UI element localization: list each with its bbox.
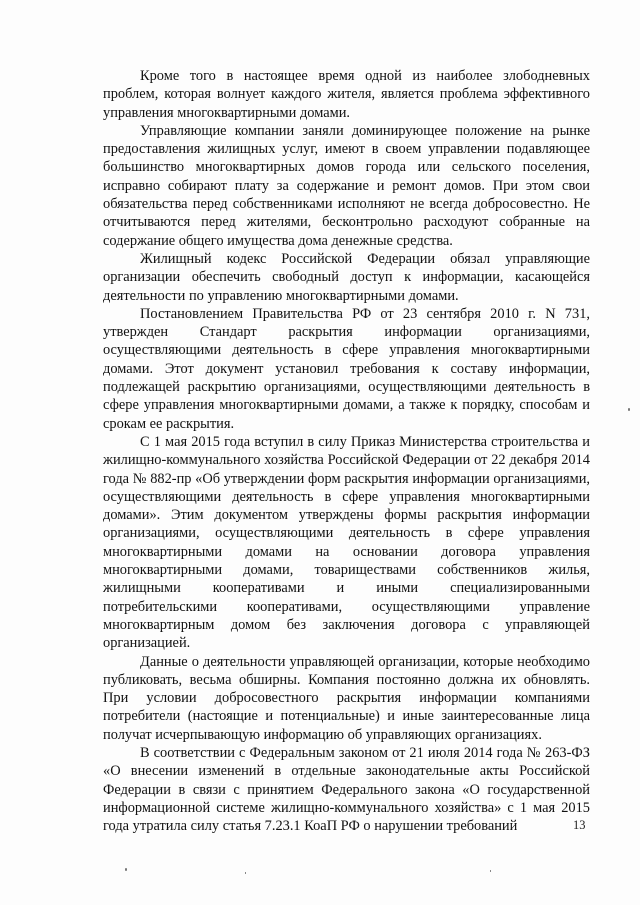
body-text — [103, 67, 590, 835]
paragraph: Жилищный кодекс Российской Федерации обязал управляющие организации обеспечить свободный доступ к информации, касающейся деятельности по управлению многоквартирными домами. — [103, 250, 590, 304]
scan-speck — [490, 870, 491, 872]
page-number: 13 — [573, 818, 586, 832]
scan-speck — [628, 408, 630, 411]
paragraph: Постановлением Правительства РФ от 23 сентября 2010 г. N 731, утвержден Стандарт раскрытия информации организациями, осуществляющими деятельность в сфере управления многоквартирными домами. Этот документ установил требования к составу информации, подлежащей раскрытию организациями, осуществляющими деятельность в сфере управления многоквартирными домами, а также к порядку, способам и срокам ее раскрытия. — [103, 305, 590, 432]
paragraph: С 1 мая 2015 года вступил в силу Приказ Министерства строительства и жилищно-коммунального хозяйства Российской Федерации от 22 декабря 2014 года № 882-пр «Об утверждении форм раскрытия информации организациями, осуществляющими деятельность в сфере управления многоквартирными домами». Этим документом утверждены формы раскрытия информации организациями, осуществляющими деятельность в сфере управления многоквартирными домами на основании договора управления многоквартирными домами, товариществами собственников жилья, жилищными кооперативами и иными специализированными потребительскими кооперативами, осуществляющими управление многоквартирным домом без заключения договора с управляющей организацией. — [103, 433, 590, 652]
scan-speck — [125, 868, 127, 871]
scan-speck — [245, 872, 246, 874]
paragraph: В соответствии с Федеральным законом от 21 июля 2014 года № 263-ФЗ «О внесении изменений в отдельные законодательные акты Российской Федерации в связи с принятием Федерального закона «О государственной информационной системе жилищно-коммунального хозяйства» с 1 мая 2015 года утратила силу статья 7.23.1 КоаП РФ о нарушении требований — [103, 744, 590, 835]
paragraph: Управляющие компании заняли доминирующее положение на рынке предоставления жилищных услуг, имеют в своем управлении подавляющее большинство многоквартирных домов города или сельского поселения, исправно собирают плату за содержание и ремонт домов. При этом свои обязательства перед собственниками исполняют не всегда добросовестно. Не отчитываются перед жителями, бесконтрольно расходуют собранные на содержание общего имущества дома денежные средства. — [103, 122, 590, 249]
paragraph: Кроме того в настоящее время одной из наиболее злободневных проблем, которая волнует каждого жителя, является проблема эффективного управления многоквартирными домами. — [103, 68, 590, 121]
paragraph: Данные о деятельности управляющей организации, которые необходимо публиковать, весьма обширны. Компания постоянно должна их обновлять. При условии добросовестного раскрытия информации компаниями потребители (настоящие и потенциальные) и иные заинтересованные лица получат исчерпывающую информацию об управляющих организациях. — [103, 653, 590, 743]
